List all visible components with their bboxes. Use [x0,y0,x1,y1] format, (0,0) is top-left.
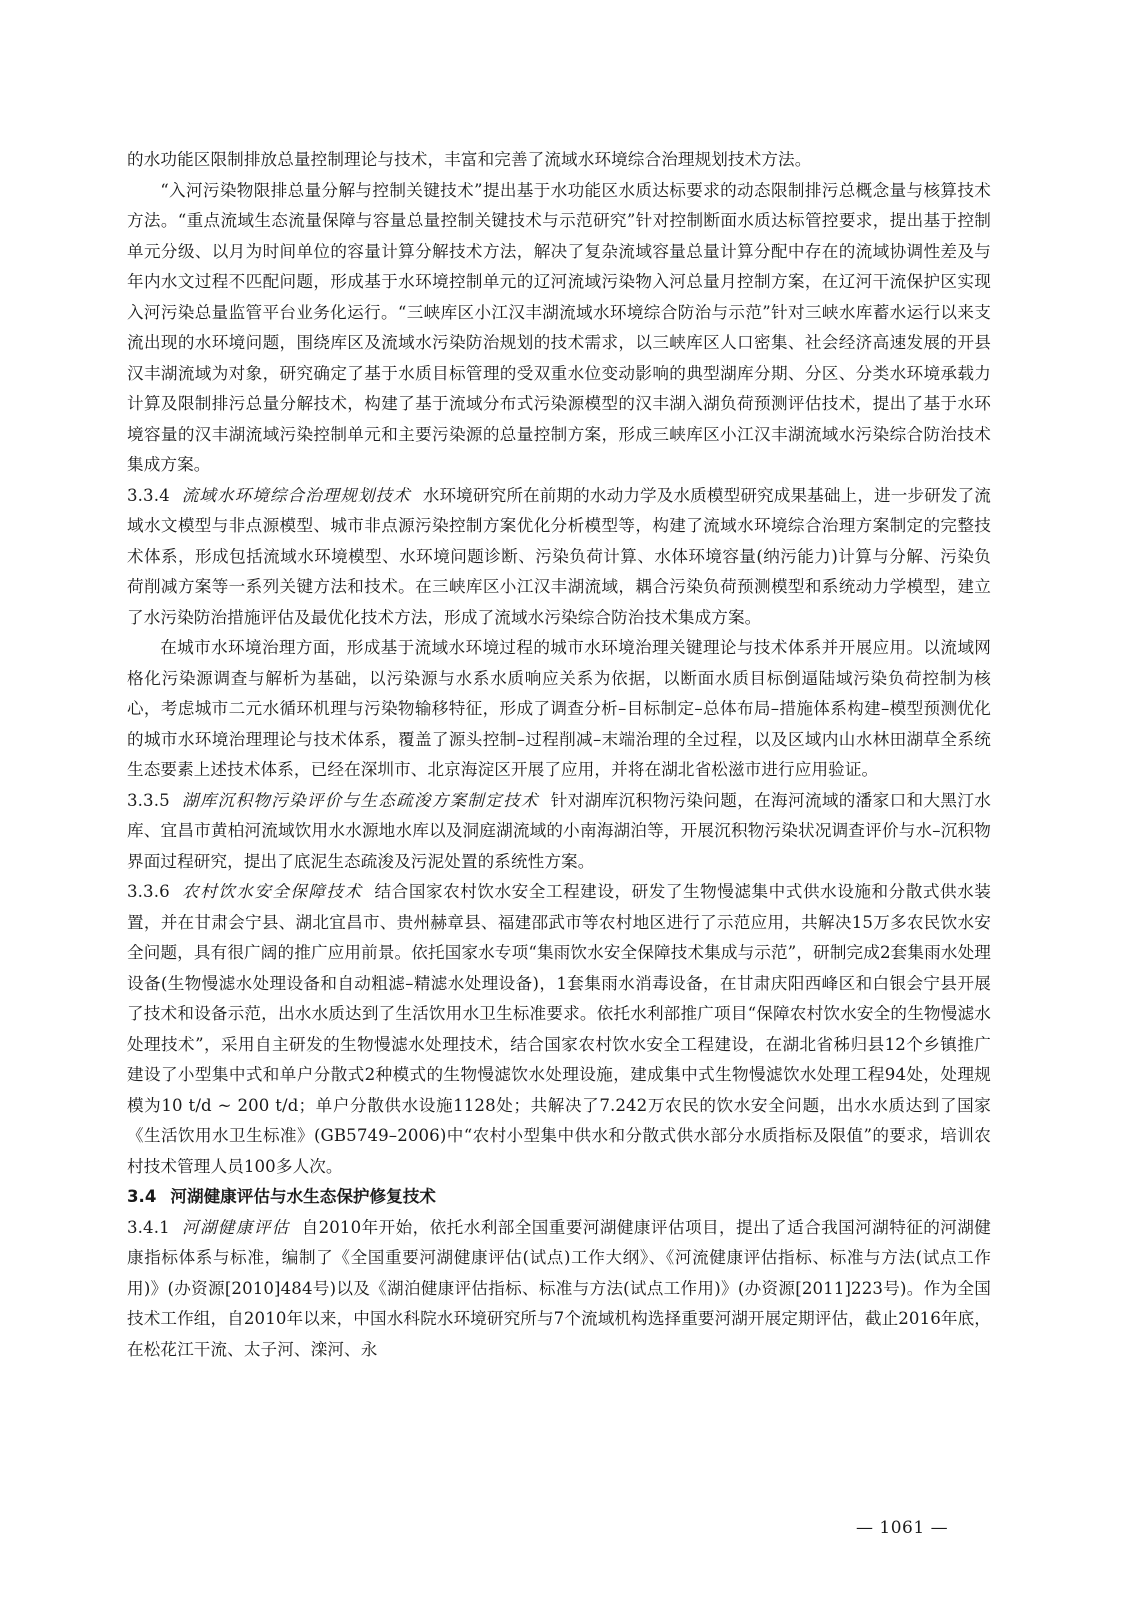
subsection-number: 3.4.1 [127,1217,170,1237]
subsection-title: 流域水环境综合治理规划技术 [181,485,411,505]
subsection-number: 3.3.5 [127,790,170,810]
paragraph-continued: 的水功能区限制排放总量控制理论与技术，丰富和完善了流域水环境综合治理规划技术方法。 [127,150,812,169]
subsection-number: 3.3.6 [127,882,170,901]
subsection-3-3-6 [127,877,991,1182]
page-number: 1061 [879,1518,925,1538]
footer-dash-left: — [856,1518,874,1538]
paragraph: 在城市水环境治理方面，形成基于流域水环境过程的城市水环境治理关键理论与技术体系并开展应用。以流域网格化污染源调查与解析为基础，以污染源与水系水质响应关系为依据，以断面水质目标倒逼陆域污染负荷控制为核心，考虑城市二元水循环机理与污染物输移特征，形成了调查分析–目标制定–总体布局–措施体系构建–模型预测优化的城市水环境治理理论与技术体系，覆盖了源头控制–过程削减–末端治理的全过程，以及区域内山水林田湖草全系统生态要素上述技术体系，已经在深圳市、北京海淀区开展了应用，并将在湖北省松滋市进行应用验证。 [127,638,991,779]
subsection-3-4-1 [127,1213,991,1366]
subsection-text: 自2010年开始，依托水利部全国重要河湖健康评估项目，提出了适合我国河湖特征的河湖健康指标体系与标准，编制了《全国重要河湖健康评估(试点)工作大纲》、《河流健康评估指标、标准与方法(试点工作用)》(办资源[2010]484号)以及《湖泊健康评估指标、标准与方法(试点工作用)》(办资源[2011]223号)。作为全国技术工作组，自2010年以来，中国水科院水环境研究所与7个流域机构选择重要河湖开展定期评估，截止2016年底，在松花江干流、太子河、滦河、永 [127,1217,991,1359]
subsection-text: 结合国家农村饮水安全工程建设，研发了生物慢滤集中式供水设施和分散式供水装置，并在甘肃会宁县、湖北宜昌市、贵州赫章县、福建邵武市等农村地区进行了示范应用，共解决15万多农民饮水安全问题，具有很广阔的推广应用前景。依托国家水专项“集雨饮水安全保障技术集成与示范”，研制完成2套集雨水处理设备(生物慢滤水处理设备和自动粗滤–精滤水处理设备)，1套集雨水消毒设备，在甘肃庆阳西峰区和白银会宁县开展了技术和设备示范，出水水质达到了生活饮用水卫生标准要求。依托水利部推广项目“保障农村饮水安全的生物慢滤水处理技术”，采用自主研发的生物慢滤水处理技术，结合国家农村饮水安全工程建设，在湖北省秭归县12个乡镇推广建设了小型集中式和单户分散式2种模式的生物慢滤饮水处理设施，建成集中式生物慢滤饮水处理工程94处，处理规模为10 t/d ~ 200 t/d；单户分散供水设施1128处；共解决了7.242万农民的饮水安全问题，出水水质达到了国家《生活饮用水卫生标准》(GB5749–2006)中“农村小型集中供水和分散式供水部分水质指标及限值”的要求，培训农村技术管理人员100多人次。 [127,882,991,1176]
section-number: 3.4 [127,1187,157,1206]
subsection-number: 3.3.4 [127,485,170,505]
footer-dash-right: — [930,1518,949,1538]
section-heading-3-4 [127,1182,991,1213]
subsection-text: 针对湖库沉积物污染问题，在海河流域的潘家口和大黑汀水库、宜昌市黄柏河流域饮用水水源地水库以及洞庭湖流域的小南海湖泊等，开展沉积物污染状况调查评价与水–沉积物界面过程研究，提出了底泥生态疏浚及污泥处置的系统性方案。 [127,790,991,871]
section-title: 河湖健康评估与水生态保护修复技术 [170,1187,436,1206]
subsection-text: 水环境研究所在前期的水动力学及水质模型研究成果基础上，进一步研发了流域水文模型与非点源模型、城市非点源污染控制方案优化分析模型等，构建了流域水环境综合治理方案制定的完整技术体系，形成包括流域水环境模型、水环境问题诊断、污染负荷计算、水体环境容量(纳污能力)计算与分解、污染负荷削减方案等一系列关键方法和技术。在三峡库区小江汉丰湖流域，耦合污染负荷预测模型和系统动力学模型，建立了水污染防治措施评估及最优化技术方法，形成了流域水污染综合防治技术集成方案。 [127,485,992,627]
subsection-3-3-4 [127,481,991,634]
paragraph: “入河污染物限排总量分解与控制关键技术”提出基于水功能区水质达标要求的动态限制排污总概念量与核算技术方法。“重点流域生态流量保障与容量总量控制关键技术与示范研究”针对控制断面水质达标管控要求，提出基于控制单元分级、以月为时间单位的容量计算分解技术方法，解决了复杂流域容量总量计算分配中存在的流域协调性差及与年内水文过程不匹配问题，形成基于水环境控制单元的辽河流域污染物入河总量月控制方案，在辽河干流保护区实现入河污染总量监管平台业务化运行。“三峡库区小江汉丰湖流域水环境综合防治与示范”针对三峡水库蓄水运行以来支流出现的水环境问题，围绕库区及流域水污染防治规划的技术需求，以三峡库区人口密集、社会经济高速发展的开县汉丰湖流域为对象，研究确定了基于水质目标管理的受双重水位变动影响的典型湖库分期、分区、分类水环境承载力计算及限制排污总量分解技术，构建了基于流域分布式污染源模型的汉丰湖入湖负荷预测评估技术，提出了基于水环境容量的汉丰湖流域污染控制单元和主要污染源的总量控制方案，形成三峡库区小江汉丰湖流域水污染综合防治技术集成方案。 [127,180,991,474]
body-text [127,145,991,1365]
page-footer [856,1518,996,1538]
subsection-title: 湖库沉积物污染评价与生态疏浚方案制定技术 [181,790,539,810]
subsection-title: 河湖健康评估 [181,1217,290,1237]
subsection-3-3-5 [127,786,991,878]
subsection-title: 农村饮水安全保障技术 [181,882,363,901]
